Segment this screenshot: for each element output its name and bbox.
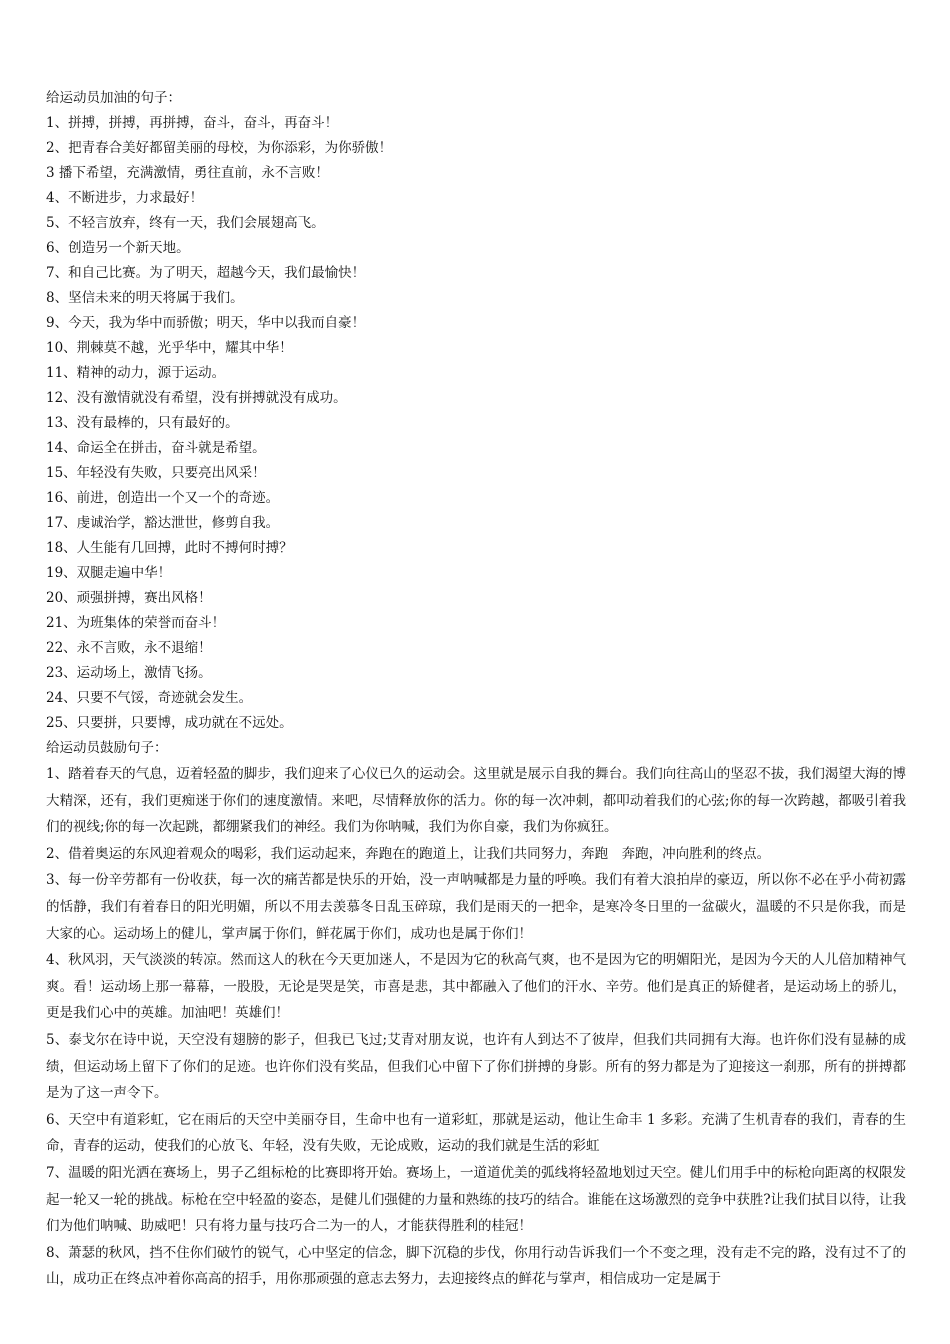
cheer-item: 12、没有激情就没有希望，没有拼搏就没有成功。 [46,390,347,406]
cheer-list [46,111,906,736]
encouragement-paragraph: 3、每一份辛劳都有一份收获，每一次的痛苦都是快乐的开始，没一声呐喊都是力量的呼唤。我们有着大浪拍岸的豪迈，所以你不必在乎小荷初露的恬静，我们有着春日的阳光明媚，所以不用去羡慕冬日乱玉碎琼，我们是雨天的一把伞，是寒冷冬日里的一盆碳火，温暖的不只是你我，而是大家的心。运动场上的健儿，掌声属于你们，鲜花属于你们，成功也是属于你们！ [46,872,906,942]
cheer-item: 20、顽强拼搏，赛出风格！ [46,590,212,606]
section-title-cheers: 给运动员加油的句子： [46,90,181,106]
cheer-item: 22、永不言败，永不退缩！ [46,640,212,656]
cheer-item: 14、命运全在拼击，奋斗就是希望。 [46,440,266,456]
cheer-item: 16、前进，创造出一个又一个的奇迹。 [46,490,280,506]
section-title-encouragement: 给运动员鼓励句子： [46,740,168,756]
cheer-item: 19、双腿走遍中华！ [46,565,172,581]
cheer-item: 9、今天，我为华中而骄傲；明天，华中以我而自豪！ [46,315,366,331]
cheer-item: 17、虔诚治学，豁达泄世，修剪自我。 [46,515,280,531]
cheer-item: 18、人生能有几回搏，此时不搏何时搏？ [46,540,293,556]
cheer-item: 10、荆棘莫不越，光乎华中，耀其中华！ [46,340,293,356]
encouragement-paragraphs [46,761,906,1293]
cheer-item: 21、为班集体的荣誉而奋斗！ [46,615,226,631]
cheer-item: 1、拼搏，拼搏，再拼搏，奋斗，奋斗，再奋斗！ [46,115,339,131]
cheer-item: 15、年轻没有失败，只要亮出风采！ [46,465,266,481]
cheer-item: 25、只要拼，只要博，成功就在不远处。 [46,715,293,731]
encouragement-paragraph: 5、泰戈尔在诗中说，天空没有翅膀的影子，但我已飞过;艾青对朋友说，也许有人到达不了彼岸，但我们共同拥有大海。也许你们没有显赫的成绩，但运动场上留下了你们的足迹。也许你们没有奖品，但我们心中留下了你们拼搏的身影。所有的努力都是为了迎接这一刹那，所有的拼搏都是为了这一声令下。 [46,1031,906,1102]
encouragement-paragraph: 4、秋风羽，天气淡淡的转凉。然而这人的秋在今天更加迷人，不是因为它的秋高气爽，也不是因为它的明媚阳光，是因为今天的人儿倍加精神气爽。看！运动场上那一幕幕，一股股，无论是哭是笑，市喜是悲，其中都融入了他们的汗水、辛劳。他们是真正的矫健者，是运动场上的骄儿，更是我们心中的英雄。加油吧！英雄们！ [46,952,906,1022]
cheer-item: 7、和自己比赛。为了明天，超越今天，我们最愉快！ [46,265,366,281]
cheer-item: 6、创造另一个新天地。 [46,240,190,256]
cheer-item: 8、坚信未来的明天将属于我们。 [46,290,244,306]
cheer-item: 3 播下希望，充满激情，勇往直前，永不言败！ [46,165,329,181]
encouragement-paragraph: 6、天空中有道彩虹，它在雨后的天空中美丽夺目，生命中也有一道彩虹，那就是运动，他让生命丰 1 多彩。充满了生机青春的我们，青春的生命，青春的运动，使我们的心放飞、年轻，没有失败，无论成败，运动的我们就是生活的彩虹 [46,1111,906,1155]
cheer-item: 5、不轻言放弃，终有一天，我们会展翅高飞。 [46,215,325,231]
encouragement-paragraph: 7、温暖的阳光洒在赛场上，男子乙组标枪的比赛即将开始。赛场上，一道道优美的弧线将轻盈地划过天空。健儿们用手中的标枪向距离的权限发起一轮又一轮的挑战。标枪在空中轻盈的姿态，是健儿们强健的力量和熟练的技巧的结合。谁能在这场激烈的竞争中获胜?让我们拭目以待，让我们为他们呐喊、助威吧！只有将力量与技巧合二为一的人，才能获得胜利的桂冠！ [46,1164,906,1235]
cheer-item: 11、精神的动力，源于运动。 [46,365,226,381]
encouragement-paragraph: 1、踏着春天的气息，迈着轻盈的脚步，我们迎来了心仪已久的运动会。这里就是展示自我的舞台。我们向往高山的坚忍不拔，我们渴望大海的博大精深，还有，我们更痴迷于你们的速度激情。来吧，尽情释放你的活力。你的每一次冲刺，都叩动着我们的心弦;你的每一次跨越，都吸引着我们的视线;你的每一次起跳，都绷紧我们的神经。我们为你呐喊，我们为你自豪，我们为你疯狂。 [46,766,906,836]
cheer-item: 13、没有最棒的，只有最好的。 [46,415,239,431]
cheer-item: 2、把青春合美好都留美丽的母校，为你添彩，为你骄傲！ [46,140,393,156]
cheer-item: 23、运动场上，激情飞扬。 [46,665,212,681]
cheer-item: 4、不断进步，力求最好！ [46,190,204,206]
encouragement-paragraph: 2、借着奥运的东风迎着观众的喝彩，我们运动起来，奔跑在的跑道上，让我们共同努力，奔跑 奔跑，冲向胜利的终点。 [46,845,771,862]
cheer-item: 24、只要不气馁，奇迹就会发生。 [46,690,253,706]
encouragement-paragraph: 8、萧瑟的秋风，挡不住你们破竹的锐气，心中坚定的信念，脚下沉稳的步伐，你用行动告诉我们一个不变之理，没有走不完的路，没有过不了的山，成功正在终点冲着你高高的招手，用你那顽强的意志去努力，去迎接终点的鲜花与掌声，相信成功一定是属于 [46,1244,906,1288]
